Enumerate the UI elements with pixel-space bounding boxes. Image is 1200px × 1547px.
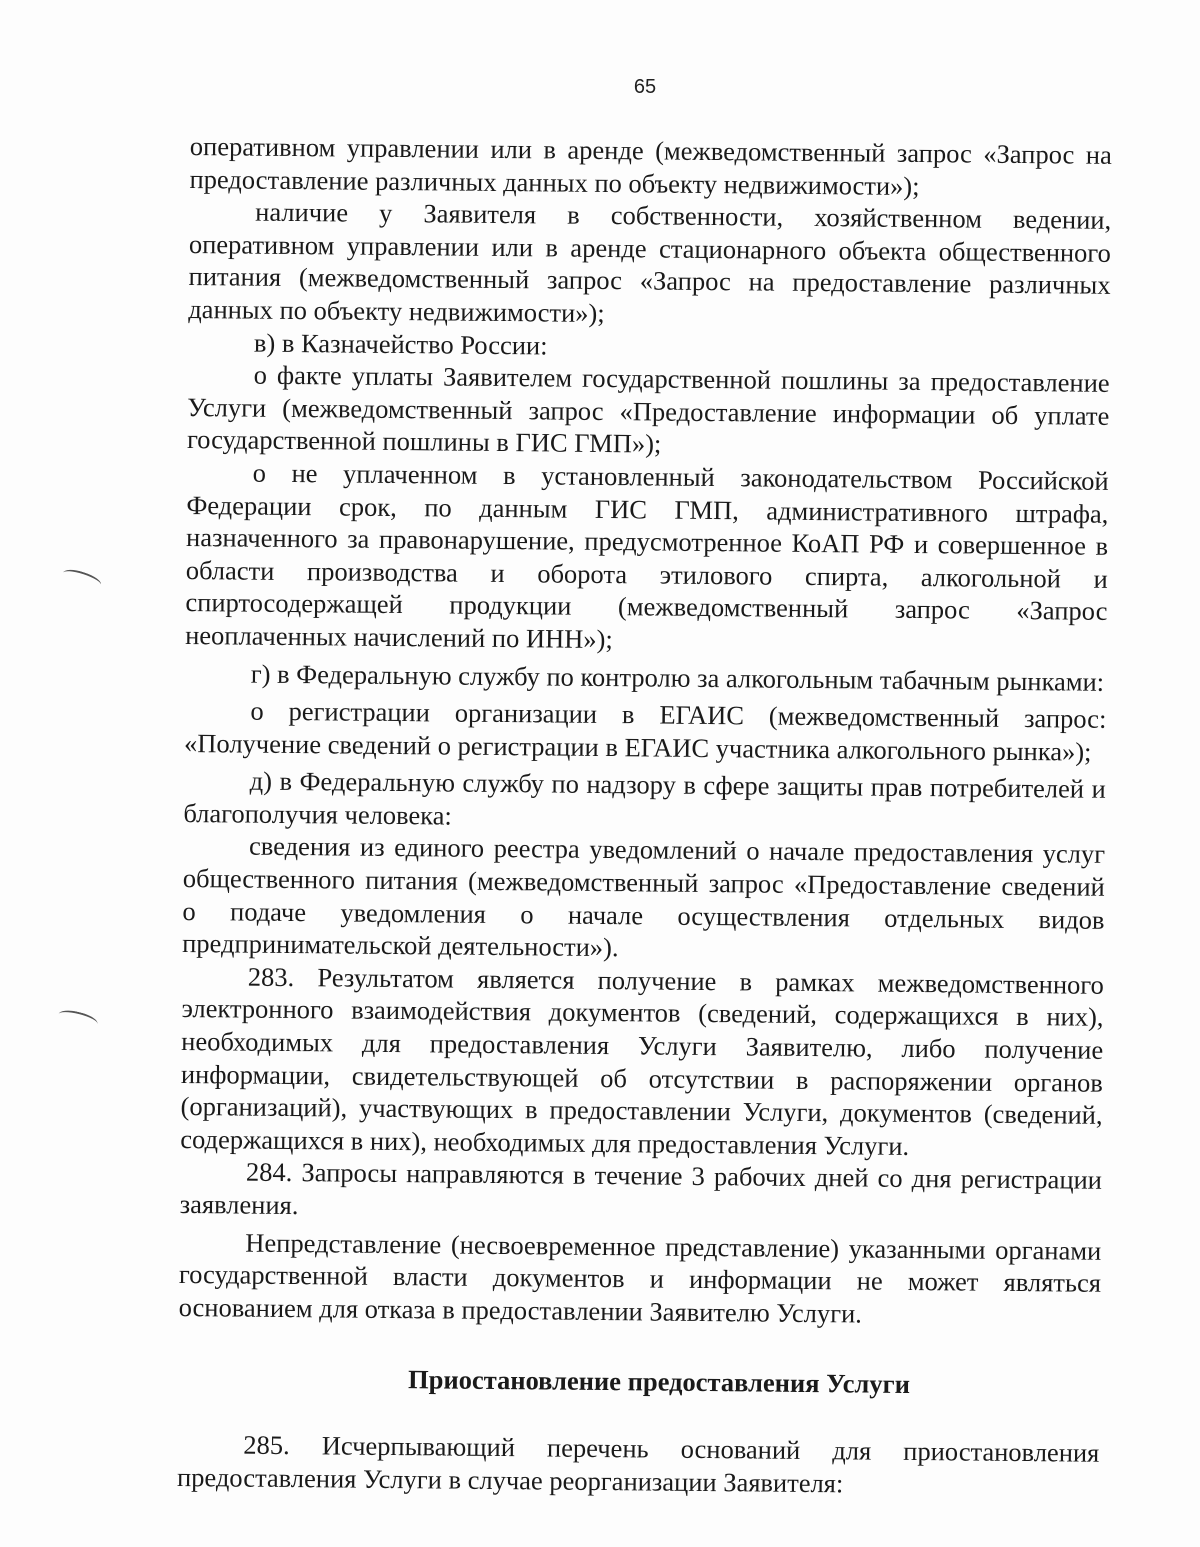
paragraph: сведения из единого реестра уведомлений о начале предоставления услуг общественного питания (межведомственный запрос «Предоставление сведений о подаче уведомления о начале осуществления отдельных видов предпринимательской деятельности»). bbox=[182, 831, 1106, 963]
paragraph: о факте уплаты Заявителем государственной пошлины за предоставление Услуги (межведомственный запрос «Предоставление информации об уплате государственной пошлины в ГИС ГМП»); bbox=[186, 359, 1110, 459]
paragraph: 285. Исчерпывающий перечень оснований для приостановления предоставления Услуги в случае реорганизации Заявителя: bbox=[176, 1429, 1100, 1498]
paragraph: наличие у Заявителя в собственности, хозяйственном ведении, оперативном управлении или в аренде стационарного объекта общественного питания (межведомственный запрос «Запрос на предоставление различных данных по объекту недвижимости»); bbox=[188, 196, 1112, 328]
paragraph: в) в Казначейство России: bbox=[253, 327, 548, 361]
paragraph: г) в Федеральную службу по контролю за алкогольным табачным рынками: bbox=[250, 658, 1105, 697]
paragraph: д) в Федеральную службу по надзору в сфере защиты прав потребителей и благополучия человека: bbox=[183, 765, 1106, 831]
page-number: 65 bbox=[633, 76, 657, 98]
scan-mark-1 bbox=[61, 566, 103, 592]
paragraph: Непредставление (несвоевременное представление) указанными органами государственной власти документов и информации не может являться основанием для отказа в предоставлении Заявителю Услуги. bbox=[178, 1227, 1102, 1329]
document-body bbox=[177, 130, 1112, 1502]
scan-mark-2 bbox=[57, 1007, 99, 1030]
section-heading: Приостановление предоставления Услуги bbox=[407, 1364, 911, 1400]
paragraph: о не уплаченном в установленный законодательством Российской Федерации срок, по данным ГИС ГМП, административного штрафа, назначенного за правонарушение, предусмотренное КоАП РФ и совершенное в области производства и оборота этилового спирта, алкогольной и спиртосодержащей продукции (межведомственный запрос «Запрос неоплаченных начислений по ИНН»); bbox=[185, 457, 1109, 654]
paragraph: 283. Результатом является получение в рамках межведомственного электронного взаимодействия документов (сведений, содержащихся в них), необходимых для предоставления Услуги Заявителю, либо получение информации, свидетельствующей об отсутствии в распоряжении органов (организаций), участвующих в предоставлении Услуги, документов (сведений, содержащихся в них), необходимых для предоставления Услуги. bbox=[180, 961, 1104, 1161]
paragraph: 284. Запросы направляются в течение 3 рабочих дней со дня регистрации заявления. bbox=[179, 1156, 1103, 1221]
paragraph: оперативном управлении или в аренде (межведомственный запрос «Запрос на предоставление различных данных по объекту недвижимости»); bbox=[189, 130, 1112, 201]
paragraph: о регистрации организации в ЕГАИС (межведомственный запрос: «Получение сведений о регистрации в ЕГАИС участника алкогольного рынка»); bbox=[183, 695, 1107, 767]
